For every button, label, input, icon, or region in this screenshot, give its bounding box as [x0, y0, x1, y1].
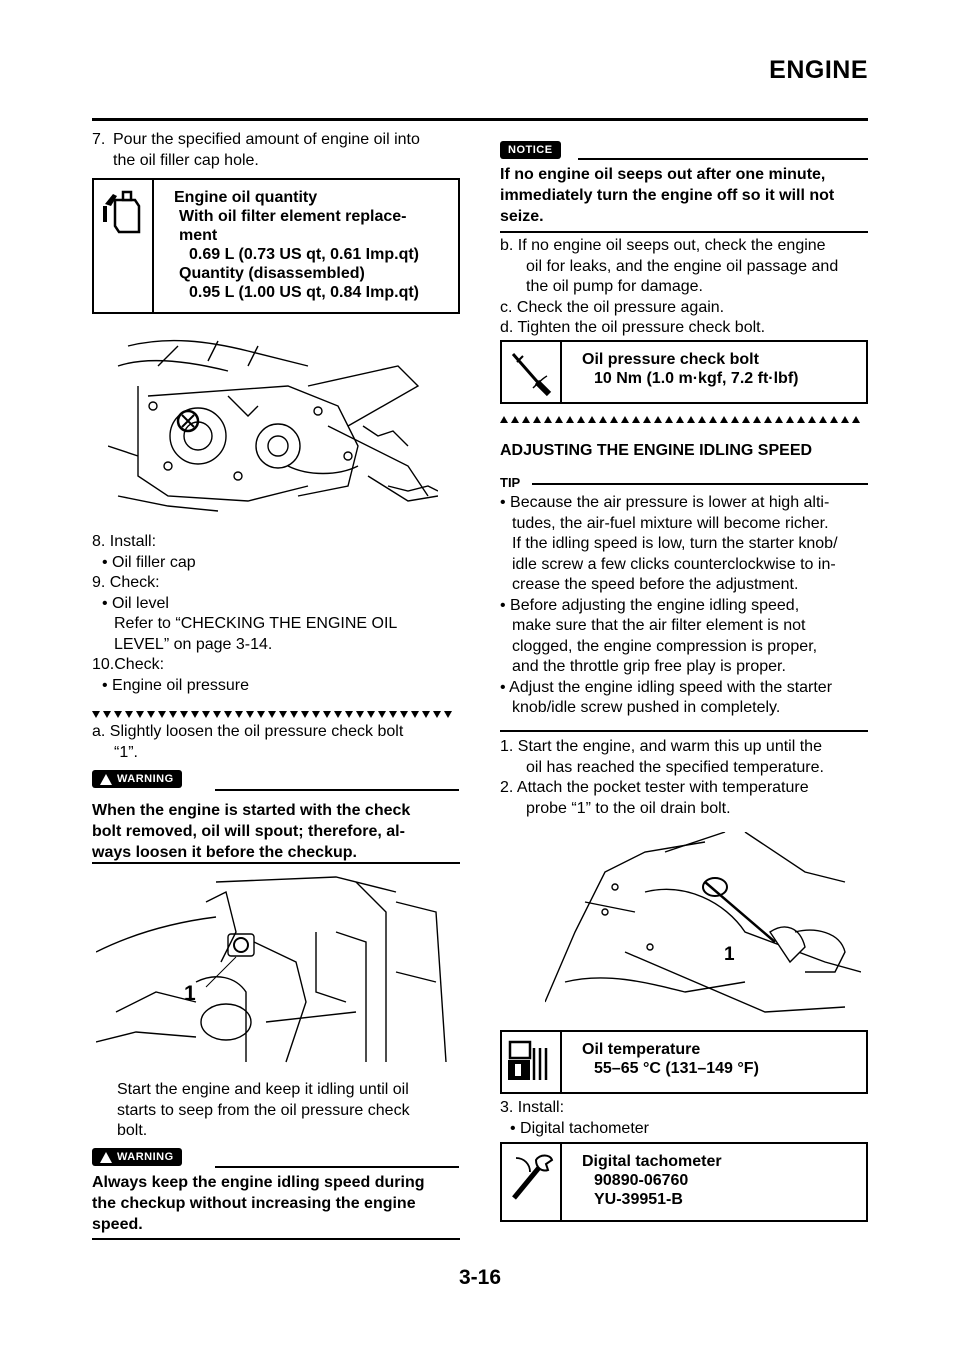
tip-b1-l4: idle screw a few clicks counterclockwise to in-: [512, 555, 836, 573]
procedure-end-marker: [500, 416, 868, 424]
notice-label: NOTICE: [508, 144, 553, 156]
tip-b3-l1: • Adjust the engine idling speed with the starter: [500, 678, 833, 696]
step-8-item: • Oil filler cap: [102, 553, 196, 571]
substeps-b-c-d: [500, 236, 872, 339]
substep-d: d. Tighten the oil pressure check bolt.: [500, 319, 766, 336]
warning-1-line2: bolt removed, oil will spout; therefore, al-: [92, 823, 405, 840]
procedure-start-marker: [92, 711, 460, 719]
step-1-line1: 1. Start the engine, and warm this up until the: [500, 738, 822, 755]
substep-b-line2: oil for leaks, and the engine oil passage and: [526, 257, 839, 275]
tach-spec-title: Digital tachometer: [582, 1153, 722, 1170]
step-3-label: 3. Install:: [500, 1099, 565, 1116]
substep-a: [92, 722, 462, 763]
engine-oil-filler-illustration: [108, 326, 438, 521]
step-9-ref2: LEVEL” on page 3-14.: [114, 635, 273, 653]
page-header-title: ENGINE: [769, 56, 868, 84]
step-9-item: • Oil level: [102, 594, 169, 612]
start-engine-line2: starts to seep from the oil pressure check: [117, 1101, 410, 1119]
oil-pressure-bolt-illustration: [96, 872, 458, 1072]
warning-icon: [100, 774, 112, 785]
special-tool-icon: [502, 1144, 562, 1220]
temperature-probe-illustration: [545, 832, 861, 1022]
tip-b2-l3: clogged, the engine compression is proper,: [512, 637, 818, 655]
tip-top-rule: [532, 483, 868, 485]
tip-b1-l2: tudes, the air-fuel mixture will become richer.: [512, 514, 829, 532]
tach-spec-value1: 90890-06760: [594, 1172, 689, 1189]
oil-can-icon: [94, 180, 154, 312]
oil-quantity-title: Engine oil quantity: [174, 189, 318, 206]
warning-badge-1: [92, 770, 182, 788]
tip-b1-l1: • Because the air pressure is lower at high alti-: [500, 494, 830, 511]
oil-pressure-bolt-spec-box: [500, 340, 868, 404]
oil-quantity-value1: 0.69 L (0.73 US qt, 0.61 Imp.qt): [189, 246, 419, 263]
tip-b3-l2: knob/idle screw pushed in completely.: [512, 699, 781, 716]
step-7: [92, 130, 462, 171]
start-engine-text: [117, 1080, 462, 1142]
warning-2-text: [92, 1172, 462, 1235]
bolt-spec-title: Oil pressure check bolt: [582, 351, 759, 368]
thermometer-icon: [502, 1032, 562, 1092]
substep-b-line1: b. If no engine oil seeps out, check the engine: [500, 237, 826, 254]
callout-1-left: 1: [184, 982, 196, 1005]
substep-b-line3: the oil pump for damage.: [526, 278, 703, 295]
step-10-item: • Engine oil pressure: [102, 676, 250, 694]
header-rule: [92, 118, 868, 121]
warning-icon: [100, 1152, 112, 1163]
notice-bottom-rule: [500, 231, 868, 233]
oil-quantity-line1: With oil filter element replace-: [179, 208, 407, 225]
substep-a-line1: a. Slightly loosen the oil pressure check bolt: [92, 723, 404, 740]
step-10-label: 10.Check:: [92, 656, 165, 673]
bolt-spec-value: 10 Nm (1.0 m·kgf, 7.2 ft·lbf): [594, 370, 799, 387]
step-7-number: 7.: [92, 131, 106, 148]
notice-line1: If no engine oil seeps out after one minute,: [500, 166, 826, 183]
warning-2-bottom-rule: [92, 1238, 460, 1240]
warning-2-line3: speed.: [92, 1216, 143, 1233]
warning-badge-2: [92, 1148, 182, 1166]
tach-spec-value2: YU-39951-B: [594, 1191, 683, 1208]
warning-2-line1: Always keep the engine idling speed during: [92, 1174, 425, 1191]
tip-label: TIP: [500, 475, 521, 490]
warning-2-top-rule: [215, 1166, 459, 1168]
step-8: [92, 532, 462, 696]
notice-top-rule: [578, 158, 868, 160]
start-engine-line1: Start the engine and keep it idling until oil: [117, 1081, 409, 1098]
steps-1-2: [500, 737, 872, 819]
warning-1-bottom-rule: [92, 862, 460, 864]
step-9-label: 9. Check:: [92, 574, 160, 591]
oil-quantity-line2: ment: [179, 227, 218, 244]
step-2-line1: 2. Attach the pocket tester with temperature: [500, 779, 809, 796]
warning-1-line3: ways loosen it before the checkup.: [92, 844, 357, 861]
step-3: [500, 1098, 872, 1139]
temp-spec-title: Oil temperature: [582, 1041, 701, 1058]
notice-text: [500, 164, 872, 227]
warning-2-line2: the checkup without increasing the engine: [92, 1195, 416, 1212]
page-number: 3-16: [458, 1266, 502, 1289]
substep-c: c. Check the oil pressure again.: [500, 298, 725, 316]
digital-tachometer-spec-box: [500, 1142, 868, 1222]
warning-label-1: WARNING: [117, 773, 174, 785]
oil-quantity-value2: 0.95 L (1.00 US qt, 0.84 Imp.qt): [189, 284, 419, 301]
torque-wrench-icon: [502, 342, 562, 402]
section-title: ADJUSTING THE ENGINE IDLING SPEED: [500, 442, 813, 459]
step-2-line2: probe “1” to the oil drain bolt.: [526, 799, 731, 817]
tip-b1-l5: crease the speed before the adjustment.: [512, 576, 799, 593]
tip-text: [500, 493, 872, 719]
step-1-line2: oil has reached the specified temperature.: [526, 758, 824, 776]
warning-label-2: WARNING: [117, 1151, 174, 1163]
step-8-label: 8. Install:: [92, 533, 157, 550]
warning-1-text: [92, 800, 462, 863]
oil-temperature-spec-box: [500, 1030, 868, 1094]
temp-spec-value: 55–65 °C (131–149 °F): [594, 1060, 759, 1077]
warning-1-top-rule: [215, 789, 459, 791]
step-3-item: • Digital tachometer: [510, 1119, 649, 1137]
oil-quantity-line4: Quantity (disassembled): [179, 265, 365, 282]
start-engine-line3: bolt.: [117, 1122, 148, 1139]
step-7-line1: Pour the specified amount of engine oil into: [113, 131, 420, 148]
tip-b2-l4: and the throttle grip free play is proper.: [512, 658, 786, 675]
step-7-line2: the oil filler cap hole.: [113, 151, 259, 169]
tip-b1-l3: If the idling speed is low, turn the starter knob/: [512, 535, 838, 552]
tip-b2-l2: make sure that the air filter element is not: [512, 617, 806, 634]
substep-a-line2: “1”.: [114, 743, 138, 761]
notice-line2: immediately turn the engine off so it will not: [500, 187, 835, 204]
warning-1-line1: When the engine is started with the check: [92, 802, 411, 819]
oil-quantity-spec-box: [92, 178, 460, 314]
tip-b2-l1: • Before adjusting the engine idling speed,: [500, 596, 800, 614]
notice-badge: [500, 141, 561, 159]
tip-bottom-rule: [500, 730, 868, 732]
step-9-ref1: Refer to “CHECKING THE ENGINE OIL: [114, 615, 398, 632]
callout-1-right: 1: [724, 944, 735, 965]
notice-line3: seize.: [500, 208, 544, 225]
